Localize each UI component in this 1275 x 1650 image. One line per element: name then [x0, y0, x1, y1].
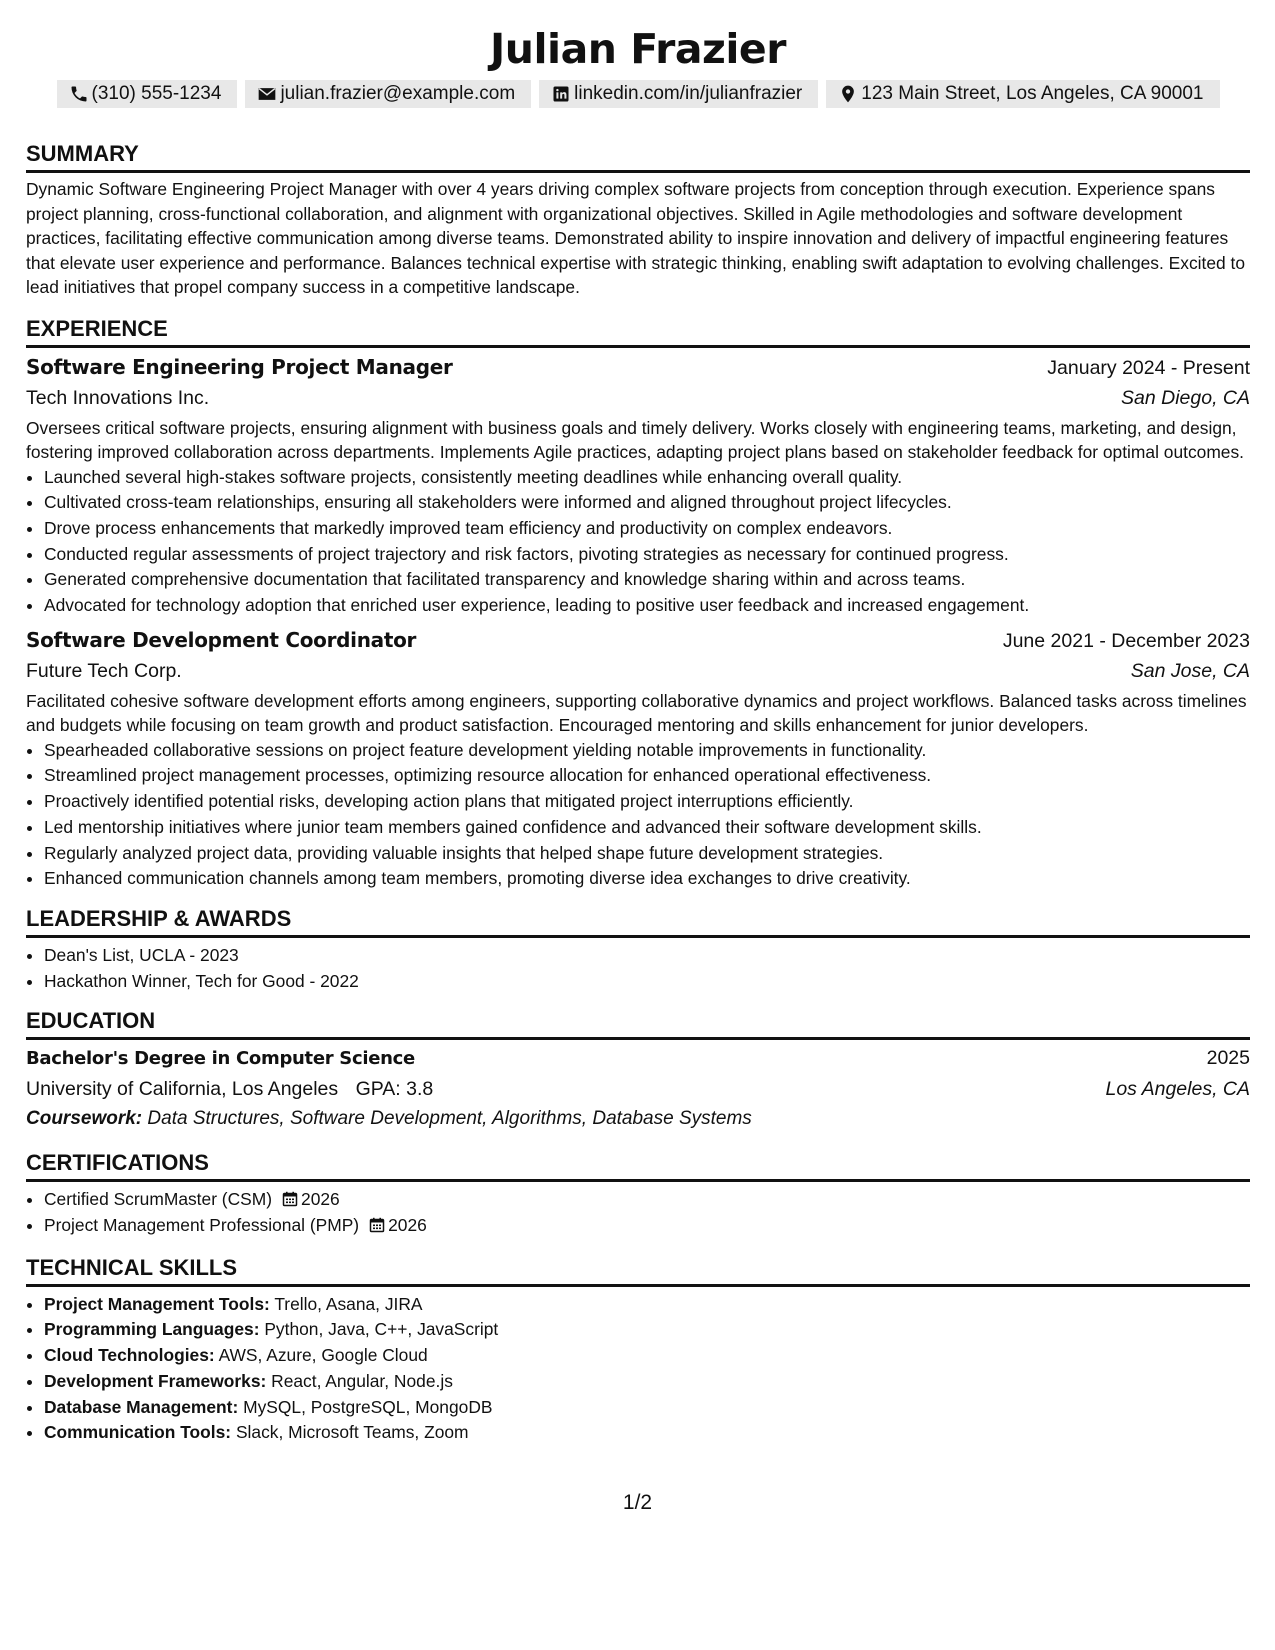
contact-linkedin[interactable] — [539, 80, 818, 108]
list-item: • Spearheaded collaborative sessions on project feature development yielding notable improvements in functionality. — [44, 738, 1250, 764]
skill-value: MySQL, PostgreSQL, MongoDB — [243, 1396, 493, 1417]
skills-heading: TECHNICAL SKILLS — [26, 1254, 238, 1280]
job-company: Future Tech Corp. — [26, 659, 182, 682]
summary-text: Dynamic Software Engineering Project Manager with over 4 years driving complex software projects from conception through execution. Experience spans project planning, cross-functional collaboration, and alignment with organizational objectives. Skilled in Agile methodologies and software development practices, facilitating effective communication among diverse teams. Demonstrated ability to inspire innovation and delivery of impactful engineering features that elevate user experience and performance. Balances technical expertise with strategic thinking, enabling swift adaptation to evolving challenges. Excited to lead initiatives that propel company success in a competitive landscape. — [26, 179, 1246, 297]
contact-email-text: julian.frazier@example.com — [280, 83, 516, 104]
section-divider — [26, 1037, 1250, 1040]
skills-list — [26, 1292, 1250, 1446]
contact-phone-text: (310) 555-1234 — [91, 83, 222, 104]
list-item — [44, 1395, 1250, 1421]
list-item: • Hackathon Winner, Tech for Good - 2022 — [44, 969, 1250, 995]
summary-section — [26, 141, 1250, 300]
job-location: San Jose, CA — [1130, 659, 1250, 682]
list-item: • Cultivated cross-team relationships, ensuring all stakeholders were informed and aligned throughout project lifecycles. — [44, 490, 1250, 516]
skill-value: Python, Java, C++, JavaScript — [264, 1319, 499, 1340]
section-divider — [26, 1179, 1250, 1182]
list-item: • Dean's List, UCLA - 2023 — [44, 943, 1250, 969]
education-heading: EDUCATION — [26, 1008, 156, 1034]
cert-name: Project Management Professional (PMP) — [44, 1215, 360, 1236]
graduation-year: 2025 — [1206, 1047, 1250, 1070]
contact-address-text: 123 Main Street, Los Angeles, CA 90001 — [861, 83, 1204, 104]
list-item: • Enhanced communication channels among team members, promoting diverse idea exchanges to drive creativity. — [44, 866, 1250, 892]
skill-label: Communication Tools: — [44, 1422, 232, 1443]
list-item: • Led mentorship initiatives where junior team members gained confidence and advanced their software development skills. — [44, 815, 1250, 841]
gpa: GPA: 3.8 — [355, 1078, 434, 1101]
job-bullets — [26, 738, 1250, 892]
cert-year: 2026 — [301, 1189, 340, 1210]
certifications-heading: CERTIFICATIONS — [26, 1150, 209, 1176]
skill-label: Database Management: — [44, 1396, 239, 1417]
list-item: • Proactively identified potential risks, developing action plans that mitigated project interruptions efficiently. — [44, 789, 1250, 815]
list-item: • Advocated for technology adoption that enriched user experience, leading to positive user feedback and increased engagement. — [44, 593, 1250, 619]
contact-bar — [26, 80, 1250, 108]
calendar-icon — [369, 1215, 385, 1231]
list-item — [44, 1420, 1250, 1446]
school-location: Los Angeles, CA — [1105, 1078, 1250, 1101]
map-pin-icon — [838, 84, 858, 104]
list-item: • Regularly analyzed project data, providing valuable insights that helped shape future development strategies. — [44, 841, 1250, 867]
education-section — [26, 1008, 1250, 1134]
coursework-label: Coursework: — [26, 1108, 143, 1130]
leadership-section — [26, 906, 1250, 994]
skill-value: AWS, Azure, Google Cloud — [218, 1345, 428, 1366]
experience-section — [26, 316, 1250, 892]
list-item: • Streamlined project management processes, optimizing resource allocation for enhanced operational effectiveness. — [44, 763, 1250, 789]
coursework — [26, 1104, 1250, 1134]
contact-phone[interactable] — [57, 80, 238, 108]
cert-name: Certified ScrumMaster (CSM) — [44, 1189, 273, 1210]
job-location: San Diego, CA — [1121, 386, 1250, 409]
experience-heading: EXPERIENCE — [26, 315, 168, 341]
summary-heading: SUMMARY — [26, 141, 139, 166]
candidate-name: Julian Frazier — [490, 25, 786, 73]
contact-address[interactable] — [826, 80, 1219, 108]
skills-section — [26, 1255, 1250, 1446]
list-item: • Launched several high-stakes software projects, consistently meeting deadlines while enhancing overall quality. — [44, 465, 1250, 491]
job-company: Tech Innovations Inc. — [26, 386, 210, 409]
linkedin-icon — [551, 84, 571, 104]
resume-page — [26, 0, 1250, 1446]
leadership-heading: LEADERSHIP & AWARDS — [26, 905, 292, 931]
job-bullets — [26, 465, 1250, 619]
degree-title: Bachelor's Degree in Computer Science — [26, 1048, 415, 1070]
contact-email[interactable] — [245, 80, 531, 108]
job-entry — [26, 352, 1250, 619]
skill-label: Programming Languages: — [44, 1319, 260, 1340]
list-item — [44, 1292, 1250, 1318]
certifications-list — [26, 1187, 1250, 1238]
section-divider — [26, 345, 1250, 348]
envelope-icon — [257, 84, 277, 104]
page-number: 1/2 — [622, 1491, 653, 1514]
list-item — [44, 1187, 1250, 1213]
job-dates: June 2021 - December 2023 — [1002, 629, 1250, 652]
phone-icon — [69, 84, 89, 104]
skill-value: Trello, Asana, JIRA — [274, 1293, 423, 1314]
job-entry — [26, 625, 1250, 892]
calendar-icon — [282, 1189, 298, 1205]
job-description: Facilitated cohesive software development efforts among engineers, supporting collaborative dynamics and project workflows. Balanced tasks across timelines and budgets while focusing on team growth and product satisfaction. Encouraged mentoring and skills enhancement for junior developers. — [26, 690, 1247, 736]
school-name: University of California, Los Angeles — [26, 1078, 339, 1101]
list-item: • Conducted regular assessments of project trajectory and risk factors, pivoting strategies as necessary for continued progress. — [44, 542, 1250, 568]
contact-linkedin-text: linkedin.com/in/julianfrazier — [574, 83, 803, 104]
list-item — [44, 1343, 1250, 1369]
skill-label: Project Management Tools: — [44, 1293, 270, 1314]
section-divider — [26, 1284, 1250, 1287]
leadership-list — [26, 943, 1250, 994]
list-item — [44, 1317, 1250, 1343]
job-title: Software Engineering Project Manager — [26, 354, 453, 379]
list-item — [44, 1369, 1250, 1395]
job-title: Software Development Coordinator — [26, 627, 417, 652]
list-item — [44, 1213, 1250, 1239]
skill-label: Development Frameworks: — [44, 1370, 267, 1391]
skill-value: React, Angular, Node.js — [271, 1370, 453, 1391]
cert-year: 2026 — [388, 1215, 427, 1236]
coursework-list: Data Structures, Software Development, Algorithms, Database Systems — [147, 1108, 752, 1130]
list-item: • Generated comprehensive documentation that facilitated transparency and knowledge sharing within and across teams. — [44, 567, 1250, 593]
skill-value: Slack, Microsoft Teams, Zoom — [235, 1422, 469, 1443]
certifications-section — [26, 1150, 1250, 1238]
skill-label: Cloud Technologies: — [44, 1345, 215, 1366]
list-item: • Drove process enhancements that markedly improved team efficiency and productivity on complex endeavors. — [44, 516, 1250, 542]
section-divider — [26, 170, 1250, 173]
section-divider — [26, 935, 1250, 938]
job-dates: January 2024 - Present — [1047, 356, 1250, 379]
job-description: Oversees critical software projects, ensuring alignment with business goals and timely delivery. Works closely with engineering teams, marketing, and design, fostering improved collaboration across departments. Implements Agile practices, adapting project plans based on stakeholder feedback for optimal outcomes. — [26, 417, 1245, 462]
